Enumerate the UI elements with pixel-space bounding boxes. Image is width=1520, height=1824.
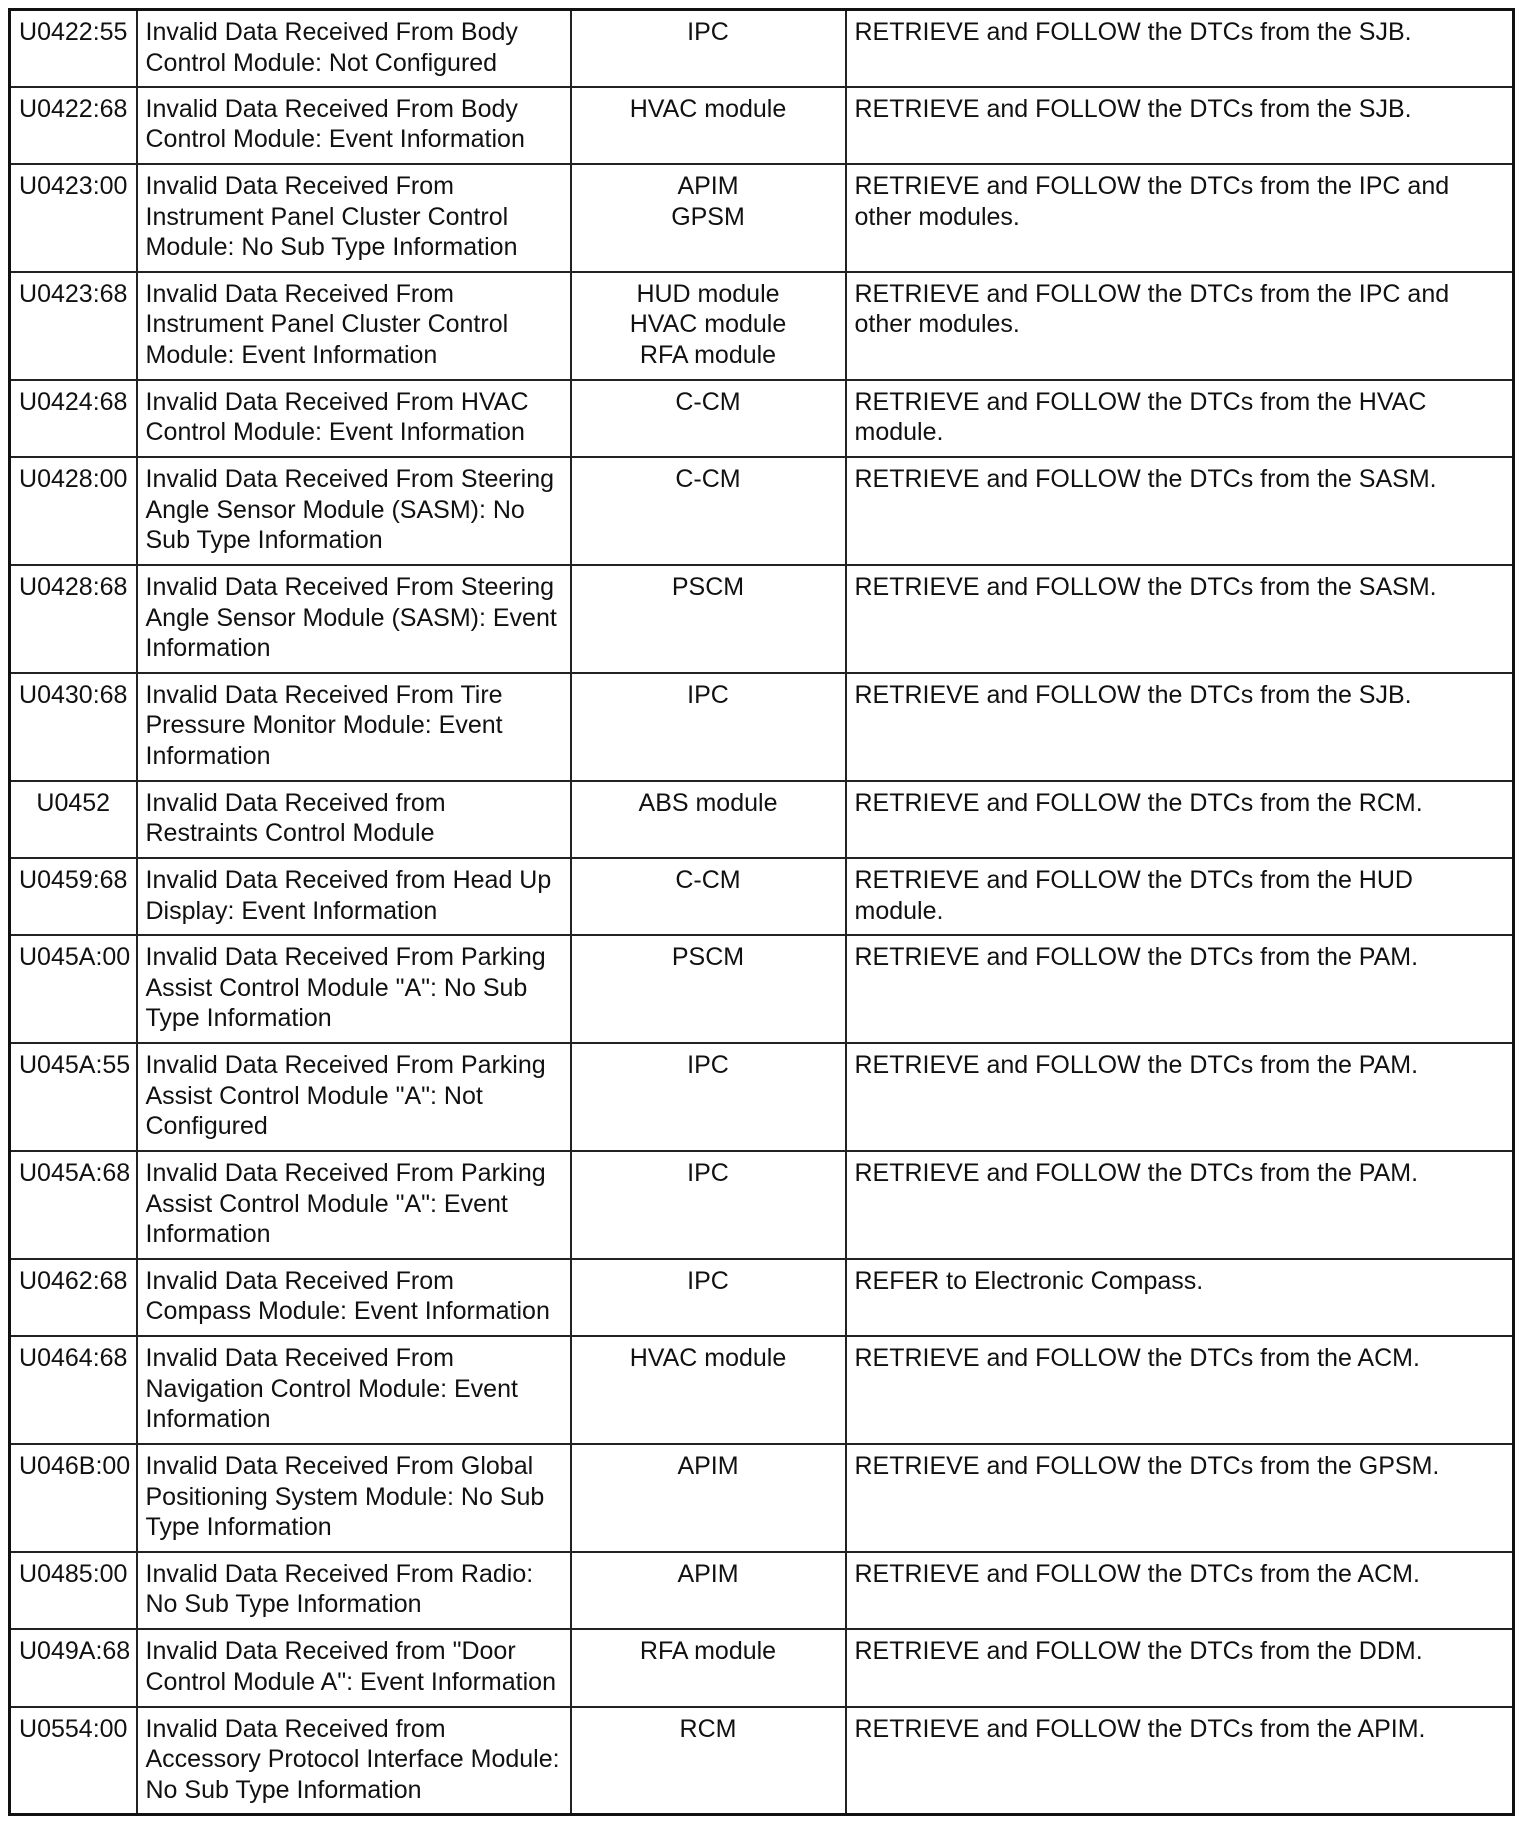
description-cell-line: Invalid Data Received from [145, 788, 446, 817]
module-cell [571, 1629, 846, 1706]
action-cell-line: RETRIEVE and FOLLOW the DTCs from the PAM. [854, 1159, 1419, 1188]
action-cell [846, 1629, 1514, 1706]
action-cell [846, 935, 1514, 1043]
description-cell-line: Invalid Data Received From Body [145, 18, 518, 46]
dtc-code-cell: U045A:68 [10, 1151, 137, 1259]
description-cell-line: Invalid Data Received From HVAC [145, 387, 529, 416]
dtc-code-cell: U0459:68 [10, 858, 137, 935]
table-row [10, 380, 1514, 457]
module-cell [571, 858, 846, 935]
action-cell [846, 1552, 1514, 1629]
description-cell-line: Restraints Control Module [145, 819, 435, 848]
description-cell-line: Invalid Data Received From Tire [145, 680, 503, 709]
module-cell-line: RFA module [639, 340, 777, 369]
description-cell [137, 565, 571, 673]
module-cell-line: HVAC module [629, 1344, 787, 1373]
description-cell [137, 87, 571, 164]
description-cell-line: Invalid Data Received From Steering [145, 573, 555, 602]
module-cell-line: APIM [677, 172, 739, 201]
description-cell [137, 1629, 571, 1706]
description-cell [137, 1259, 571, 1336]
module-cell [571, 10, 846, 87]
dtc-code-cell: U0428:00 [10, 457, 137, 565]
dtc-table [8, 8, 1515, 1816]
table-row [10, 1043, 1514, 1151]
table-row [10, 781, 1514, 858]
description-cell-line: Module: No Sub Type Information [145, 233, 518, 262]
description-cell-line: Control Module: Event Information [145, 418, 525, 447]
description-cell-line: Instrument Panel Cluster Control [145, 310, 509, 339]
action-cell-line: RETRIEVE and FOLLOW the DTCs from the SASM. [854, 573, 1437, 602]
action-cell [846, 781, 1514, 858]
action-cell-line: RETRIEVE and FOLLOW the DTCs from the SJB. [854, 680, 1412, 709]
description-cell-line: Invalid Data Received From Parking [145, 1051, 546, 1080]
table-row [10, 1259, 1514, 1336]
module-cell-line: APIM [677, 1559, 739, 1588]
module-cell [571, 87, 846, 164]
action-cell-line: module. [854, 896, 944, 925]
module-cell-line: PSCM [671, 573, 745, 602]
table-row [10, 858, 1514, 935]
table-row [10, 10, 1514, 87]
dtc-code-cell: U0428:68 [10, 565, 137, 673]
action-cell [846, 858, 1514, 935]
module-cell [571, 935, 846, 1043]
description-cell-line: Invalid Data Received From [145, 1266, 454, 1295]
module-cell-line: HVAC module [629, 310, 787, 339]
action-cell-line: other modules. [854, 310, 1020, 339]
action-cell-line: RETRIEVE and FOLLOW the DTCs from the APIM. [854, 1714, 1426, 1743]
dtc-code-cell: U0452 [10, 781, 137, 858]
description-cell-line: Information [145, 1220, 271, 1249]
description-cell-line: Invalid Data Received from "Door [145, 1637, 516, 1666]
description-cell [137, 1552, 571, 1629]
description-cell [137, 781, 571, 858]
module-cell [571, 1336, 846, 1444]
description-cell-line: Angle Sensor Module (SASM): No [145, 495, 525, 524]
dtc-code-cell: U0423:00 [10, 164, 137, 272]
description-cell-line: No Sub Type Information [145, 1775, 422, 1804]
module-cell-line: C-CM [675, 465, 741, 494]
action-cell [846, 673, 1514, 781]
module-cell [571, 1043, 846, 1151]
module-cell [571, 272, 846, 380]
action-cell-line: RETRIEVE and FOLLOW the DTCs from the ACM. [854, 1344, 1420, 1373]
action-cell-line: RETRIEVE and FOLLOW the DTCs from the SASM. [854, 465, 1437, 494]
action-cell-line: other modules. [854, 202, 1020, 231]
description-cell-line: Positioning System Module: No Sub [145, 1482, 545, 1511]
description-cell-line: Invalid Data Received from Head Up [145, 866, 552, 895]
description-cell-line: Control Module: Event Information [145, 125, 525, 154]
action-cell-line: RETRIEVE and FOLLOW the DTCs from the PAM. [854, 943, 1419, 972]
module-cell [571, 673, 846, 781]
dtc-code-cell: U046B:00 [10, 1444, 137, 1552]
action-cell-line: RETRIEVE and FOLLOW the DTCs from the SJB. [854, 18, 1412, 46]
description-cell-line: Assist Control Module "A": Not [145, 1081, 483, 1110]
dtc-code-cell: U045A:00 [10, 935, 137, 1043]
module-cell-line: IPC [687, 18, 729, 46]
description-cell-line: Information [145, 741, 271, 770]
dtc-code-cell: U049A:68 [10, 1629, 137, 1706]
action-cell-line: RETRIEVE and FOLLOW the DTCs from the IPC and [854, 172, 1450, 201]
table-row [10, 1707, 1514, 1815]
dtc-code-cell: U0422:68 [10, 87, 137, 164]
action-cell-line: RETRIEVE and FOLLOW the DTCs from the RCM. [854, 788, 1423, 817]
action-cell-line: RETRIEVE and FOLLOW the DTCs from the GPSM. [854, 1452, 1440, 1481]
action-cell [846, 1151, 1514, 1259]
description-cell-line: Configured [145, 1112, 268, 1141]
description-cell-line: Navigation Control Module: Event [145, 1374, 518, 1403]
description-cell [137, 1707, 571, 1815]
description-cell-line: Invalid Data Received From [145, 279, 454, 308]
description-cell [137, 673, 571, 781]
module-cell-line: HVAC module [629, 94, 787, 123]
action-cell [846, 457, 1514, 565]
description-cell-line: Information [145, 634, 271, 663]
description-cell [137, 858, 571, 935]
action-cell-line: RETRIEVE and FOLLOW the DTCs from the PAM. [854, 1051, 1419, 1080]
dtc-code-cell: U0485:00 [10, 1552, 137, 1629]
module-cell-line: ABS module [638, 788, 778, 817]
table-row [10, 164, 1514, 272]
description-cell-line: Accessory Protocol Interface Module: [145, 1745, 560, 1774]
action-cell-line: RETRIEVE and FOLLOW the DTCs from the HUD [854, 866, 1413, 895]
module-cell-line: C-CM [675, 387, 741, 416]
description-cell [137, 164, 571, 272]
action-cell [846, 164, 1514, 272]
dtc-code-cell: U0554:00 [10, 1707, 137, 1815]
table-row [10, 457, 1514, 565]
module-cell [571, 1444, 846, 1552]
description-cell-line: Invalid Data Received From [145, 1344, 454, 1373]
module-cell-line: C-CM [675, 866, 741, 895]
description-cell [137, 1444, 571, 1552]
description-cell [137, 380, 571, 457]
module-cell [571, 565, 846, 673]
description-cell-line: Compass Module: Event Information [145, 1297, 550, 1326]
action-cell [846, 1707, 1514, 1815]
description-cell-line: Invalid Data Received From [145, 172, 454, 201]
description-cell-line: Type Information [145, 1513, 332, 1542]
module-cell-line: PSCM [671, 943, 745, 972]
module-cell-line: APIM [677, 1452, 739, 1481]
description-cell-line: Invalid Data Received From Body [145, 94, 518, 123]
module-cell [571, 457, 846, 565]
table-row [10, 673, 1514, 781]
action-cell [846, 1336, 1514, 1444]
action-cell [846, 272, 1514, 380]
module-cell-line: IPC [687, 1266, 729, 1295]
module-cell [571, 781, 846, 858]
description-cell-line: Control Module A": Event Information [145, 1667, 556, 1696]
action-cell [846, 10, 1514, 87]
module-cell-line: IPC [687, 1051, 729, 1080]
module-cell [571, 380, 846, 457]
action-cell [846, 1259, 1514, 1336]
description-cell-line: Sub Type Information [145, 526, 383, 555]
table-row [10, 1629, 1514, 1706]
dtc-code-cell: U0423:68 [10, 272, 137, 380]
description-cell [137, 10, 571, 87]
description-cell [137, 272, 571, 380]
module-cell [571, 1259, 846, 1336]
dtc-code-cell: U0464:68 [10, 1336, 137, 1444]
dtc-table-body [10, 10, 1514, 1815]
dtc-code-cell: U0422:55 [10, 10, 137, 87]
table-row [10, 565, 1514, 673]
description-cell-line: Display: Event Information [145, 896, 438, 925]
description-cell [137, 935, 571, 1043]
description-cell-line: Instrument Panel Cluster Control [145, 202, 509, 231]
table-row [10, 1444, 1514, 1552]
action-cell-line: RETRIEVE and FOLLOW the DTCs from the SJB. [854, 94, 1412, 123]
module-cell [571, 1151, 846, 1259]
description-cell-line: Module: Event Information [145, 340, 438, 369]
table-row [10, 1552, 1514, 1629]
action-cell-line: REFER to Electronic Compass. [854, 1266, 1204, 1295]
action-cell [846, 565, 1514, 673]
module-cell-line: IPC [687, 1159, 729, 1188]
module-cell-line: RFA module [639, 1637, 777, 1666]
description-cell [137, 1043, 571, 1151]
module-cell-line: GPSM [671, 202, 745, 231]
table-row [10, 272, 1514, 380]
description-cell-line: Invalid Data Received From Steering [145, 465, 555, 494]
description-cell-line: Invalid Data Received From Global [145, 1452, 534, 1481]
table-row [10, 935, 1514, 1043]
description-cell [137, 1336, 571, 1444]
table-row [10, 1151, 1514, 1259]
action-cell-line: module. [854, 418, 944, 447]
table-row [10, 1336, 1514, 1444]
description-cell-line: Control Module: Not Configured [145, 48, 498, 77]
module-cell-line: RCM [679, 1714, 737, 1743]
action-cell-line: RETRIEVE and FOLLOW the DTCs from the HVAC [854, 387, 1427, 416]
module-cell [571, 1552, 846, 1629]
dtc-code-cell: U045A:55 [10, 1043, 137, 1151]
description-cell-line: Invalid Data Received From Radio: [145, 1559, 534, 1588]
action-cell [846, 1043, 1514, 1151]
dtc-code-cell: U0462:68 [10, 1259, 137, 1336]
dtc-code-cell: U0430:68 [10, 673, 137, 781]
module-cell [571, 1707, 846, 1815]
module-cell-line: IPC [687, 680, 729, 709]
description-cell [137, 1151, 571, 1259]
table-row [10, 87, 1514, 164]
module-cell [571, 164, 846, 272]
action-cell [846, 380, 1514, 457]
description-cell-line: Type Information [145, 1004, 332, 1033]
description-cell-line: Invalid Data Received From Parking [145, 1159, 546, 1188]
description-cell-line: Invalid Data Received from [145, 1714, 446, 1743]
description-cell-line: Assist Control Module "A": No Sub [145, 973, 528, 1002]
description-cell-line: Assist Control Module "A": Event [145, 1189, 508, 1218]
action-cell [846, 87, 1514, 164]
description-cell [137, 457, 571, 565]
action-cell-line: RETRIEVE and FOLLOW the DTCs from the IPC and [854, 279, 1450, 308]
description-cell-line: No Sub Type Information [145, 1590, 422, 1619]
description-cell-line: Invalid Data Received From Parking [145, 943, 546, 972]
module-cell-line: HUD module [636, 279, 780, 308]
description-cell-line: Angle Sensor Module (SASM): Event [145, 603, 557, 632]
dtc-code-cell: U0424:68 [10, 380, 137, 457]
action-cell [846, 1444, 1514, 1552]
description-cell-line: Pressure Monitor Module: Event [145, 711, 503, 740]
action-cell-line: RETRIEVE and FOLLOW the DTCs from the DDM. [854, 1637, 1423, 1666]
action-cell-line: RETRIEVE and FOLLOW the DTCs from the ACM. [854, 1559, 1420, 1588]
description-cell-line: Information [145, 1405, 271, 1434]
